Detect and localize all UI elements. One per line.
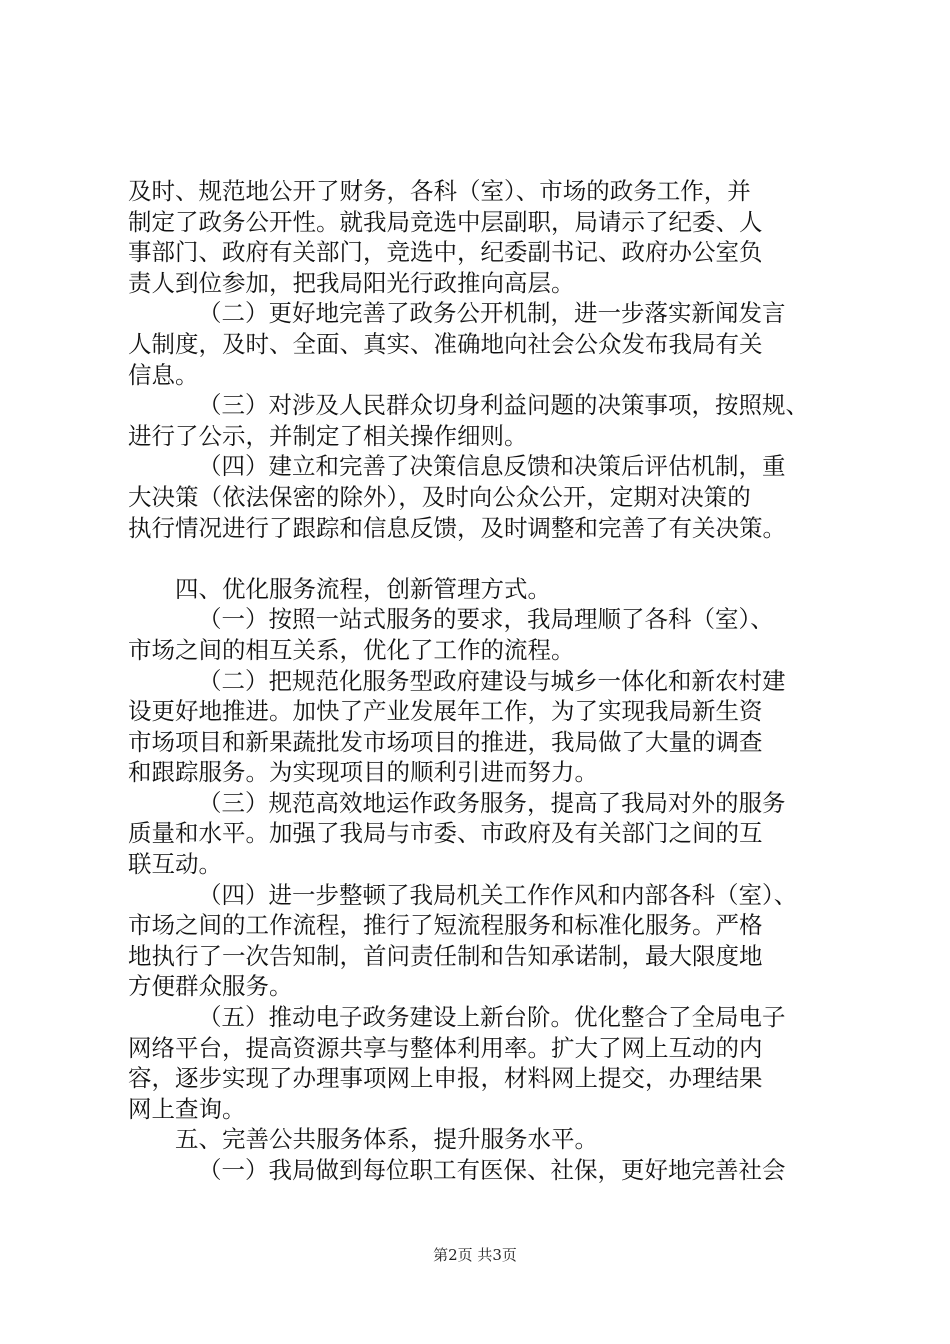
text-line: 人制度，及时、全面、真实、准确地向社会公众发布我局有关 <box>128 329 763 358</box>
paragraph-start: （四）建立和完善了决策信息反馈和决策后评估机制，重 <box>198 452 786 481</box>
text-line: 制定了政务公开性。就我局竞选中层副职，局请示了纪委、人 <box>128 207 763 236</box>
text-line: 网络平台，提高资源共享与整体利用率。扩大了网上互动的内 <box>128 1033 763 1062</box>
text-line: 地执行了一次告知制，首问责任制和告知承诺制，最大限度地 <box>128 941 763 970</box>
paragraph-start: （五）推动电子政务建设上新台阶。优化整合了全局电子 <box>198 1003 786 1032</box>
text-line: 市场项目和新果蔬批发市场项目的推进，我局做了大量的调查 <box>128 727 763 756</box>
paragraph-start: （三）对涉及人民群众切身利益问题的决策事项，按照规、 <box>198 391 809 420</box>
text-line: 和跟踪服务。为实现项目的顺利引进而努力。 <box>128 758 598 787</box>
text-line: 联互动。 <box>128 850 222 879</box>
text-line: 责人到位参加，把我局阳光行政推向高层。 <box>128 268 575 297</box>
paragraph-start: （一）我局做到每位职工有医保、社保，更好地完善社会 <box>198 1156 786 1184</box>
text-line: 方便群众服务。 <box>128 972 293 1001</box>
text-line: 网上查询。 <box>128 1094 246 1123</box>
paragraph-start: （二）把规范化服务型政府建设与城乡一体化和新农村建 <box>198 666 786 695</box>
text-line: 市场之间的工作流程，推行了短流程服务和标准化服务。严格 <box>128 911 763 940</box>
paragraph-start: （三）规范高效地运作政务服务，提高了我局对外的服务 <box>198 788 786 817</box>
paragraph-start: （一）按照一站式服务的要求，我局理顺了各科（室）、 <box>198 605 774 634</box>
text-line: 执行情况进行了跟踪和信息反馈，及时调整和完善了有关决策。 <box>128 513 786 542</box>
text-line: 市场之间的相互关系，优化了工作的流程。 <box>128 635 575 664</box>
text-line: 容，逐步实现了办理事项网上申报，材料网上提交，办理结果 <box>128 1064 763 1093</box>
document-body <box>128 176 840 1186</box>
text-line: 事部门、政府有关部门，竞选中，纪委副书记、政府办公室负 <box>128 238 763 267</box>
text-line: 及时、规范地公开了财务，各科（室）、市场的政务工作，并 <box>128 177 751 205</box>
paragraph-start: （四）进一步整顿了我局机关工作作风和内部各科（室）、 <box>198 880 798 909</box>
text-line: 设更好地推进。加快了产业发展年工作，为了实现我局新生资 <box>128 697 763 726</box>
text-line: 大决策（依法保密的除外），及时向公众公开，定期对决策的 <box>128 482 751 511</box>
page-footer: 第2页 共3页 <box>433 1246 517 1264</box>
text-line: 信息。 <box>128 360 199 389</box>
section-heading: 五、完善公共服务体系，提升服务水平。 <box>175 1125 598 1154</box>
text-line: 进行了公示，并制定了相关操作细则。 <box>128 421 528 450</box>
text-line: 质量和水平。加强了我局与市委、市政府及有关部门之间的互 <box>128 819 763 848</box>
paragraph-start: （二）更好地完善了政务公开机制，进一步落实新闻发言 <box>198 299 786 328</box>
blank-line <box>128 543 840 574</box>
section-heading: 四、优化服务流程，创新管理方式。 <box>175 574 551 603</box>
